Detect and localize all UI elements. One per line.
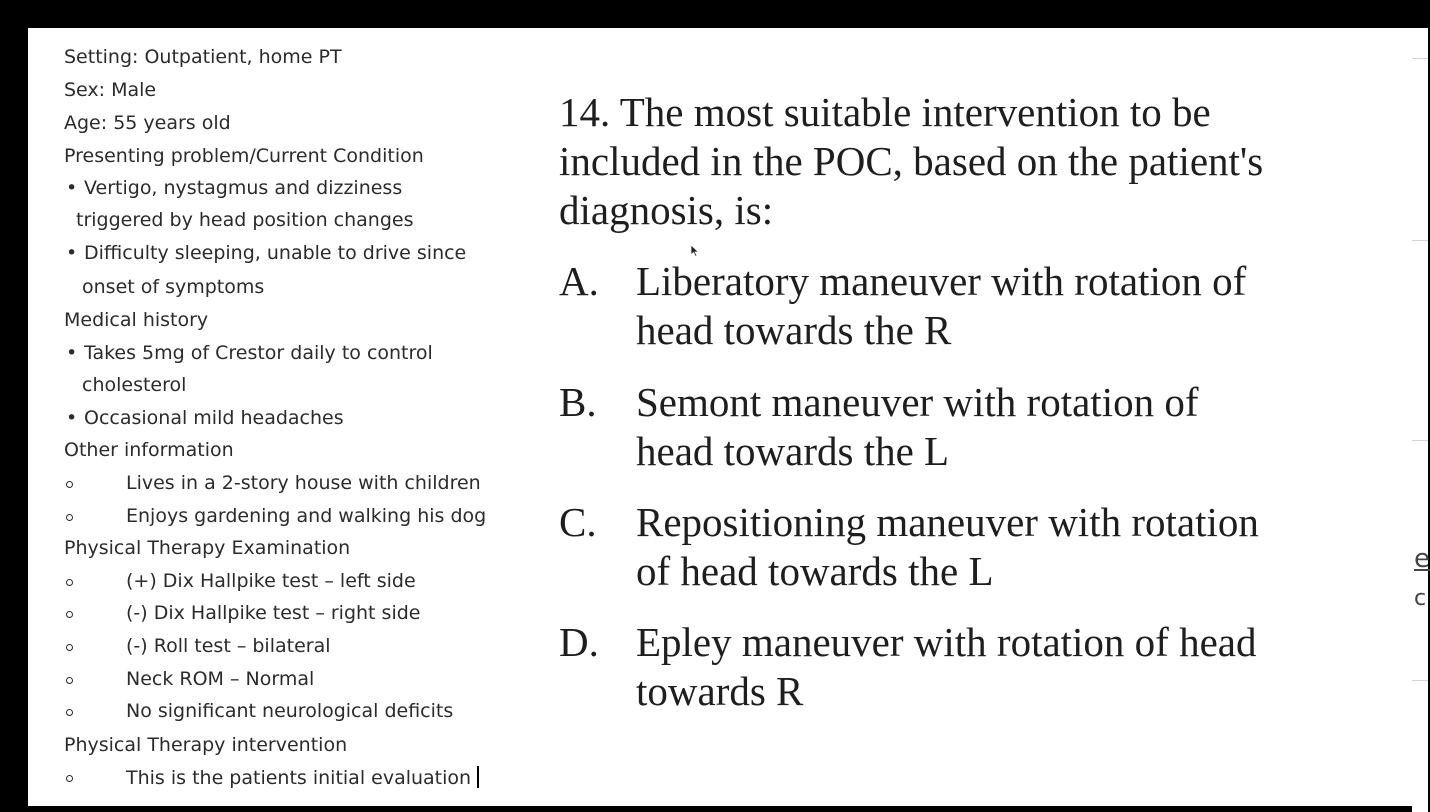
edge-divider xyxy=(1412,240,1428,241)
mouse-pointer-icon xyxy=(690,244,700,258)
sex-text: Sex: Male xyxy=(64,79,157,101)
circle-bullet-icon xyxy=(66,611,73,618)
circle-bullet-icon xyxy=(66,579,73,586)
option-text: towards R xyxy=(636,668,804,714)
bullet-icon: • xyxy=(66,407,78,429)
bullet-icon: • xyxy=(66,177,78,199)
text-cursor xyxy=(477,766,479,788)
setting-text: Setting: Outpatient, home PT xyxy=(64,46,342,68)
edge-divider xyxy=(1412,58,1428,59)
circle-bullet-icon xyxy=(66,677,73,684)
medical-heading: Medical history xyxy=(64,309,209,331)
option-text: Semont maneuver with rotation of xyxy=(636,379,1199,425)
other-heading: Other information xyxy=(64,439,234,461)
circle-bullet-icon xyxy=(66,709,73,716)
bullet-icon: • xyxy=(66,242,78,264)
question-stem-line: 14. The most suitable intervention to be xyxy=(559,89,1211,135)
option-text: of head towards the L xyxy=(636,548,994,594)
list-item-continuation: cholesterol xyxy=(82,374,187,396)
option-letter: B. xyxy=(559,379,597,425)
circle-bullet-icon xyxy=(66,514,73,521)
edge-divider xyxy=(1412,440,1428,441)
edge-text-c: c xyxy=(1414,586,1427,611)
circle-bullet-icon xyxy=(66,775,73,782)
presenting-heading: Presenting problem/Current Condition xyxy=(64,145,424,167)
option-text: Repositioning maneuver with rotation xyxy=(636,499,1259,545)
option-text: Liberatory maneuver with rotation of xyxy=(636,258,1247,304)
edge-divider xyxy=(1412,680,1428,681)
bottom-black-bar xyxy=(0,806,1412,812)
option-letter: D. xyxy=(559,619,599,665)
option-text: head towards the L xyxy=(636,428,950,474)
option-letter: A. xyxy=(559,258,599,304)
intervention-heading: Physical Therapy intervention xyxy=(64,734,348,756)
circle-bullet-icon xyxy=(66,481,73,488)
list-item-continuation: onset of symptoms xyxy=(82,276,265,298)
exam-heading: Physical Therapy Examination xyxy=(64,537,351,559)
list-item-continuation: triggered by head position changes xyxy=(76,209,414,231)
question-stem-line: diagnosis, is: xyxy=(559,187,774,233)
question-stem-line: included in the POC, based on the patient's xyxy=(559,138,1264,184)
option-text: head towards the R xyxy=(636,307,952,353)
bullet-icon: • xyxy=(66,342,78,364)
top-black-bar xyxy=(0,0,1428,28)
circle-bullet-icon xyxy=(66,644,73,651)
edge-text-e: e xyxy=(1414,544,1430,574)
option-letter: C. xyxy=(559,499,597,545)
age-text: Age: 55 years old xyxy=(64,112,231,134)
adjacent-window-edge xyxy=(1412,28,1428,812)
option-text: Epley maneuver with rotation of head xyxy=(636,619,1257,665)
